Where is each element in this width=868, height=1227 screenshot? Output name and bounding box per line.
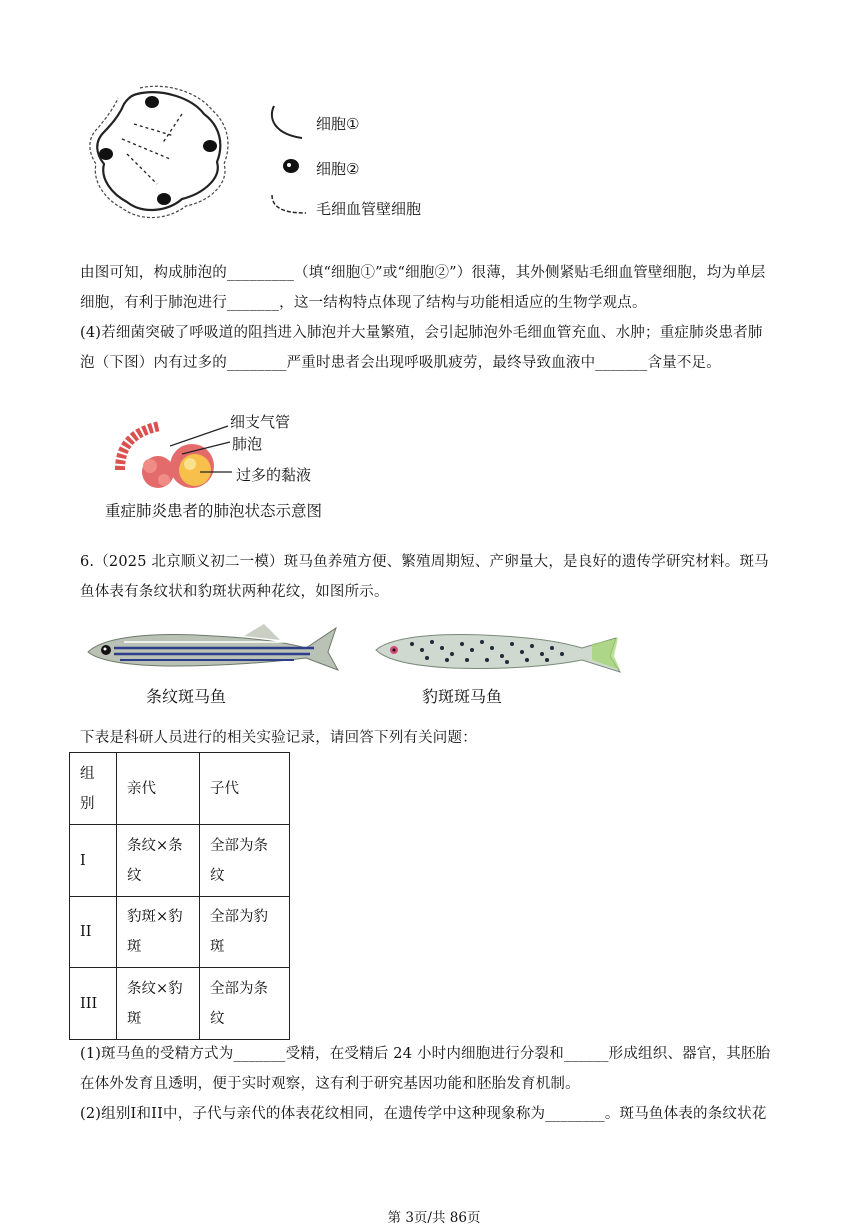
- question-line: 鱼体表有条纹状和豹斑状两种花纹，如图所示。: [80, 584, 389, 600]
- figure-caption: 重症肺炎患者的肺泡状态示意图: [105, 502, 323, 520]
- table-row: [70, 968, 290, 1040]
- table-row: [70, 825, 290, 897]
- page-footer: 第 3页/共 86页: [387, 1210, 481, 1226]
- legend-label-cell-2: 细胞②: [316, 160, 360, 178]
- cell-parent: 条纹×条纹: [127, 837, 183, 884]
- question-line: 6.（2025 北京顺义初二一模）斑马鱼养殖方便、繁殖周期短、产卵量大，是良好的遗传学研究材料。斑马: [80, 554, 769, 570]
- paragraph-line: 由图可知，构成肺泡的_________（填“细胞①”或“细胞②”）很薄，其外侧紧贴毛细血管壁细胞，均为单层: [80, 265, 766, 281]
- paragraph-line: 细胞，有利于肺泡进行_______，这一结构特点体现了结构与功能相适应的生物学观点。: [80, 295, 647, 311]
- cell-group: II: [80, 924, 92, 940]
- cell-group: I: [80, 852, 86, 869]
- alveolus-diagram: [82, 84, 242, 224]
- cell-2-dot-icon: [280, 156, 302, 176]
- label-excess-mucus: 过多的黏液: [236, 466, 312, 484]
- header-cell-offspring: 子代: [210, 780, 239, 797]
- cell-offspring: 全部为条纹: [210, 980, 268, 1027]
- experiment-table: [69, 752, 290, 1040]
- striped-zebrafish-image: [84, 622, 340, 674]
- capillary-wall-icon: [268, 193, 308, 219]
- cell-group: III: [80, 995, 98, 1012]
- cell-parent: 条纹×豹斑: [127, 980, 183, 1027]
- header-cell-group: 组别: [80, 765, 95, 812]
- cell-offspring: 全部为豹斑: [210, 909, 268, 955]
- question-line: 在体外发育且透明，便于实时观察，这有利于研究基因功能和胚胎发育机制。: [80, 1076, 580, 1092]
- label-bronchiole: 细支气管: [230, 413, 291, 431]
- table-intro: 下表是科研人员进行的相关实验记录，请回答下列有关问题：: [80, 730, 477, 746]
- paragraph-line: (4)若细菌突破了呼吸道的阻挡进入肺泡并大量繁殖，会引起肺泡外毛细血管充血、水肿；重症肺炎患者肺: [80, 325, 763, 341]
- legend-label-cell-1: 细胞①: [316, 115, 360, 133]
- table-row: [70, 897, 290, 968]
- question-line: (1)斑马鱼的受精方式为_______受精，在受精后 24 小时内细胞进行分裂和______形成组织、器官，其胚胎: [80, 1046, 771, 1062]
- header-cell-parent: 亲代: [127, 780, 156, 797]
- fish-label-leopard: 豹斑斑马鱼: [422, 687, 503, 706]
- leopard-zebrafish-image: [372, 626, 622, 678]
- table-header-row: [70, 753, 290, 825]
- cell-parent: 豹斑×豹斑: [127, 909, 183, 955]
- cell-1-crescent-icon: [268, 104, 308, 140]
- callout-lines: [170, 420, 234, 480]
- legend-label-capillary: 毛细血管壁细胞: [316, 200, 422, 218]
- fish-label-striped: 条纹斑马鱼: [146, 687, 227, 706]
- cell-offspring: 全部为条纹: [210, 837, 268, 884]
- paragraph-line: 泡（下图）内有过多的________严重时患者会出现呼吸肌疲劳，最终导致血液中_______含量不足。: [80, 355, 721, 371]
- question-line: (2)组别I和II中，子代与亲代的体表花纹相同，在遗传学中这种现象称为________。斑马鱼体表的条纹状花: [80, 1106, 767, 1122]
- label-alveolus: 肺泡: [232, 435, 263, 453]
